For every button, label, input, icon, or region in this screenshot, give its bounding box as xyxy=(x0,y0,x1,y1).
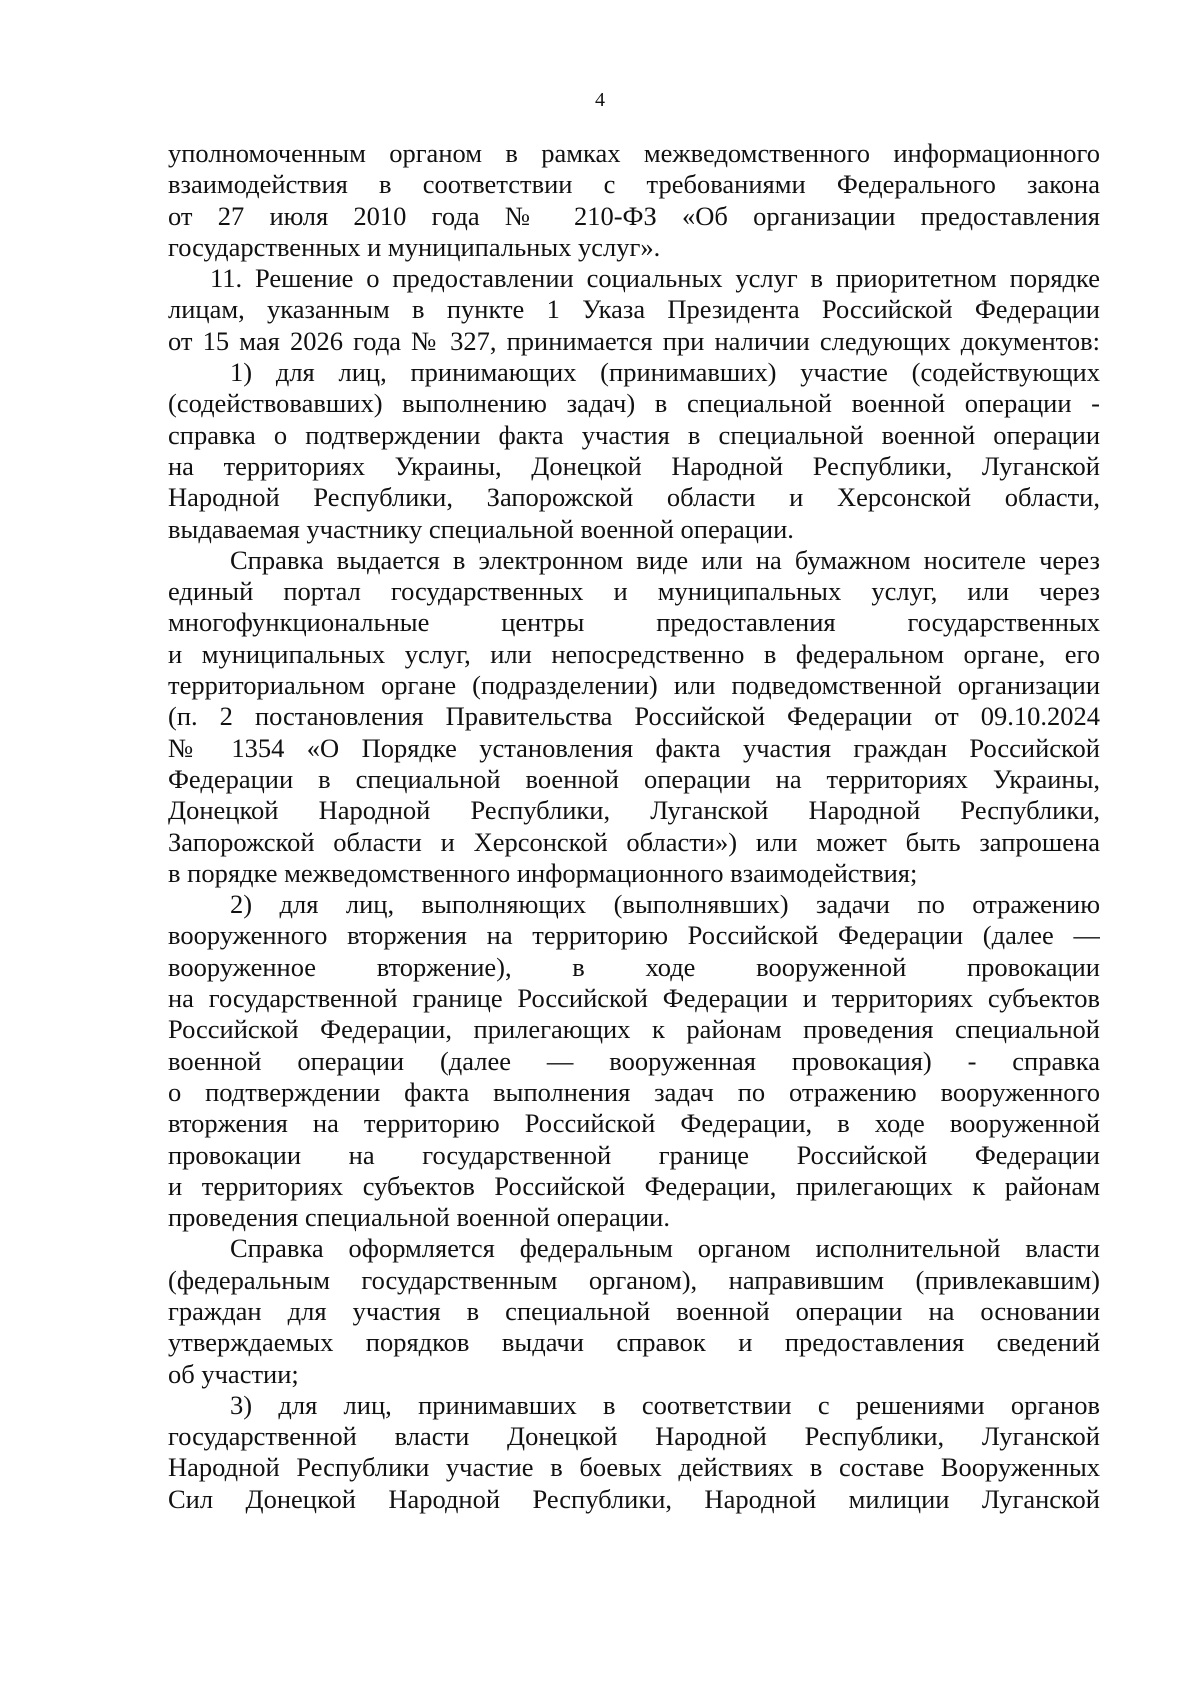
text-line: от 27 июля 2010 года № 210-ФЗ «Об организации предоставления xyxy=(168,200,1100,231)
text-line: Запорожской области и Херсонской области») или может быть запрошена xyxy=(168,826,1100,857)
text-line: 3) для лиц, принимавших в соответствии с решениями органов xyxy=(230,1389,1100,1420)
text-line: лицам, указанным в пункте 1 Указа Президента Российской Федерации xyxy=(168,294,1100,325)
text-line: государственных и муниципальных услуг». xyxy=(168,231,661,262)
text-line: единый портал государственных и муниципальных услуг, или через xyxy=(168,576,1100,607)
text-line: № 1354 «О Порядке установления факта участия граждан Российской xyxy=(168,732,1100,763)
text-line: Народной Республики, Запорожской области и Херсонской области, xyxy=(168,482,1100,513)
page-number: 4 xyxy=(595,89,605,111)
text-line: провокации на государственной границе Российской Федерации xyxy=(168,1139,1100,1170)
text-line: многофункциональные центры предоставления государственных xyxy=(168,607,1100,638)
text-line: и муниципальных услуг, или непосредственно в федеральном органе, его xyxy=(168,638,1100,669)
text-line: 2) для лиц, выполняющих (выполнявших) задачи по отражению xyxy=(230,889,1100,920)
text-line: справка о подтверждении факта участия в специальной военной операции xyxy=(168,419,1100,450)
text-line: уполномоченным органом в рамках межведомственного информационного xyxy=(168,138,1100,168)
text-line: граждан для участия в специальной военной операции на основании xyxy=(168,1295,1100,1326)
text-line: взаимодействия в соответствии с требованиями Федерального закона xyxy=(168,169,1100,200)
text-line: в порядке межведомственного информационного взаимодействия; xyxy=(168,857,918,888)
text-line: Справка выдается в электронном виде или на бумажном носителе через xyxy=(230,544,1100,575)
text-line: на государственной границе Российской Федерации и территориях субъектов xyxy=(168,983,1100,1014)
text-line: Народной Республики участие в боевых действиях в составе Вооруженных xyxy=(168,1452,1100,1483)
text-line: на территориях Украины, Донецкой Народной Республики, Луганской xyxy=(168,450,1100,481)
text-line: Донецкой Народной Республики, Луганской Народной Республики, xyxy=(168,795,1100,826)
text-line: Российской Федерации, прилегающих к районам проведения специальной xyxy=(168,1014,1100,1045)
text-line: территориальном органе (подразделении) или подведомственной организации xyxy=(168,670,1100,701)
text-line: проведения специальной военной операции. xyxy=(168,1202,670,1233)
text-line: Федерации в специальной военной операции на территориях Украины, xyxy=(168,763,1100,794)
text-line: вооруженного вторжения на территорию Российской Федерации (далее — xyxy=(168,920,1100,951)
text-line: утверждаемых порядков выдачи справок и предоставления сведений xyxy=(168,1327,1100,1358)
text-line: от 15 мая 2026 года № 327, принимается при наличии следующих документов: xyxy=(168,325,1100,356)
text-line: (п. 2 постановления Правительства Российской Федерации от 09.10.2024 xyxy=(168,701,1100,732)
text-line: об участии; xyxy=(168,1358,299,1389)
text-line: военной операции (далее — вооруженная провокация) - справка xyxy=(168,1045,1100,1076)
text-line: и территориях субъектов Российской Федерации, прилегающих к районам xyxy=(168,1170,1100,1201)
text-line: Сил Донецкой Народной Республики, Народной милиции Луганской xyxy=(168,1483,1100,1514)
text-line: (федеральным государственным органом), направившим (привлекавшим) xyxy=(168,1264,1100,1295)
text-line: государственной власти Донецкой Народной Республики, Луганской xyxy=(168,1421,1100,1452)
text-line: 11. Решение о предоставлении социальных услуг в приоритетном порядке xyxy=(210,263,1100,294)
text-line: о подтверждении факта выполнения задач по отражению вооруженного xyxy=(168,1076,1100,1107)
text-line: вторжения на территорию Российской Федерации, в ходе вооруженной xyxy=(168,1108,1100,1139)
text-line: вооруженное вторжение), в ходе вооруженной провокации xyxy=(168,951,1100,982)
document-body xyxy=(168,138,1100,1515)
text-line: (содействовавших) выполнению задач) в специальной военной операции - xyxy=(168,388,1100,419)
text-line: Справка оформляется федеральным органом исполнительной власти xyxy=(230,1233,1100,1264)
text-line: выдаваемая участнику специальной военной операции. xyxy=(168,513,794,544)
text-line: 1) для лиц, принимающих (принимавших) участие (содействующих xyxy=(230,357,1100,388)
